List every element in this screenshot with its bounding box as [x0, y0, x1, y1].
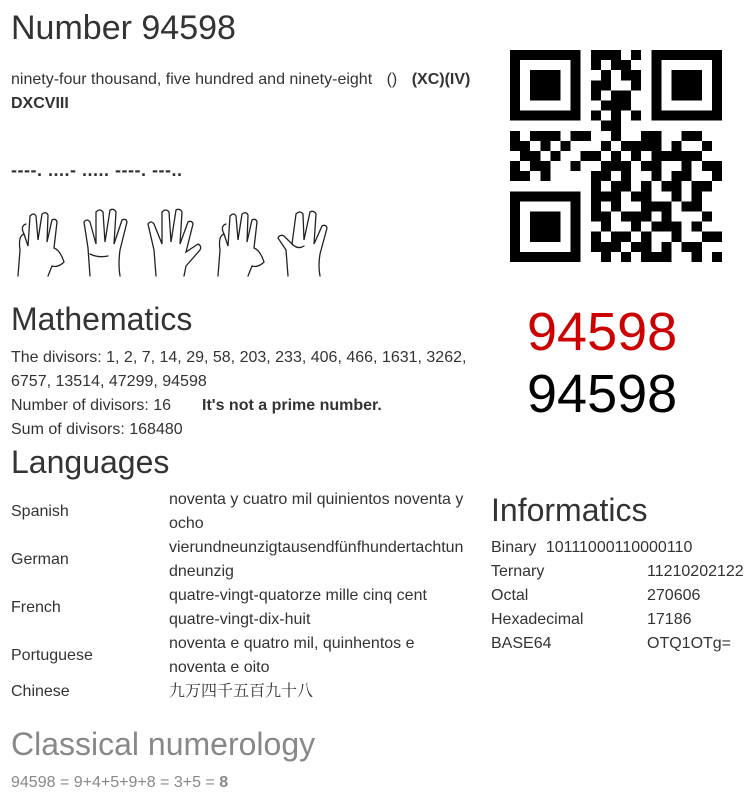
language-name: German	[11, 551, 69, 568]
language-value-line-2: ocho	[169, 515, 204, 532]
language-value	[169, 632, 469, 680]
language-value-line-2: dneunzig	[169, 563, 234, 580]
informatics-label: Octal	[491, 587, 529, 604]
language-value-line-2: noventa e oito	[169, 659, 270, 676]
language-row-german	[11, 536, 471, 584]
hand-sign-9b-icon	[208, 206, 268, 278]
big-number-red: 94598	[527, 302, 678, 362]
language-value-line-1: noventa e quatro mil, quinhentos e	[169, 635, 415, 652]
informatics-label: Hexadecimal	[491, 611, 584, 628]
language-row-french	[11, 584, 471, 632]
divisors-line-2: 6757, 13514, 47299, 94598	[11, 373, 207, 390]
informatics-row-binary	[491, 536, 692, 560]
hand-signs	[8, 206, 338, 282]
languages-heading: Languages	[11, 444, 170, 480]
language-name: French	[11, 599, 61, 616]
language-row-portuguese	[11, 632, 471, 680]
language-value-line-2: quatre-vingt-dix-huit	[169, 611, 311, 628]
informatics-value: 270606	[647, 587, 701, 604]
informatics-value: 17186	[647, 611, 692, 628]
language-value	[169, 536, 469, 584]
roman-numeral-second: DXCVIII	[11, 95, 69, 112]
roman-numeral-main: (XC)(IV)	[411, 71, 471, 88]
prime-note: It's not a prime number.	[202, 397, 382, 414]
language-value	[169, 680, 469, 704]
informatics-label: Binary	[491, 539, 537, 556]
language-row-chinese	[11, 680, 471, 704]
divisors-line-1: The divisors: 1, 2, 7, 14, 29, 58, 203, 233, 406, 466, 1631, 3262,	[11, 349, 467, 366]
number-words	[11, 68, 470, 92]
informatics-label: BASE64	[491, 635, 552, 652]
language-name: Spanish	[11, 503, 69, 520]
language-value-line-1: vierundneunzigtausendfünfhundertachtun	[169, 539, 464, 556]
mathematics-heading: Mathematics	[11, 301, 193, 337]
hand-sign-8-icon	[274, 206, 334, 278]
language-value	[169, 584, 469, 632]
number-words-text: ninety-four thousand, five hundred and ninety-eight	[11, 71, 373, 88]
numerology-formula	[11, 771, 228, 795]
roman-paren: ()	[386, 71, 398, 88]
hand-sign-4-icon	[76, 206, 136, 278]
qr-code-icon	[510, 50, 722, 262]
numerology-formula-text: 94598 = 9+4+5+9+8 = 3+5 =	[11, 774, 220, 791]
number-of-divisors: Number of divisors: 16	[11, 397, 172, 414]
language-value	[169, 488, 469, 536]
language-row-spanish	[11, 488, 471, 536]
language-name: Portuguese	[11, 647, 93, 664]
numerology-heading: Classical numerology	[11, 726, 316, 762]
sum-of-divisors: Sum of divisors: 168480	[11, 421, 183, 438]
big-number-black: 94598	[527, 364, 678, 424]
numerology-result: 8	[219, 774, 229, 791]
informatics-value: OTQ1OTg=	[647, 635, 732, 652]
informatics-heading: Informatics	[491, 492, 648, 528]
language-value-line-1: noventa y cuatro mil quinientos noventa y	[169, 491, 464, 508]
language-name: Chinese	[11, 683, 70, 700]
morse-code: ----. ....- ..... ----. ---..	[11, 160, 183, 180]
informatics-label: Ternary	[491, 563, 545, 580]
language-value-line-1: 九万四千五百九十八	[169, 683, 314, 700]
informatics-value: 11210202122	[647, 563, 744, 580]
hand-sign-9-icon	[8, 206, 68, 278]
informatics-value: 10111000110000110	[545, 539, 693, 556]
page-title: Number 94598	[11, 9, 236, 47]
hand-sign-5-icon	[142, 206, 202, 278]
language-value-line-1: quatre-vingt-quatorze mille cinq cent	[169, 587, 427, 604]
